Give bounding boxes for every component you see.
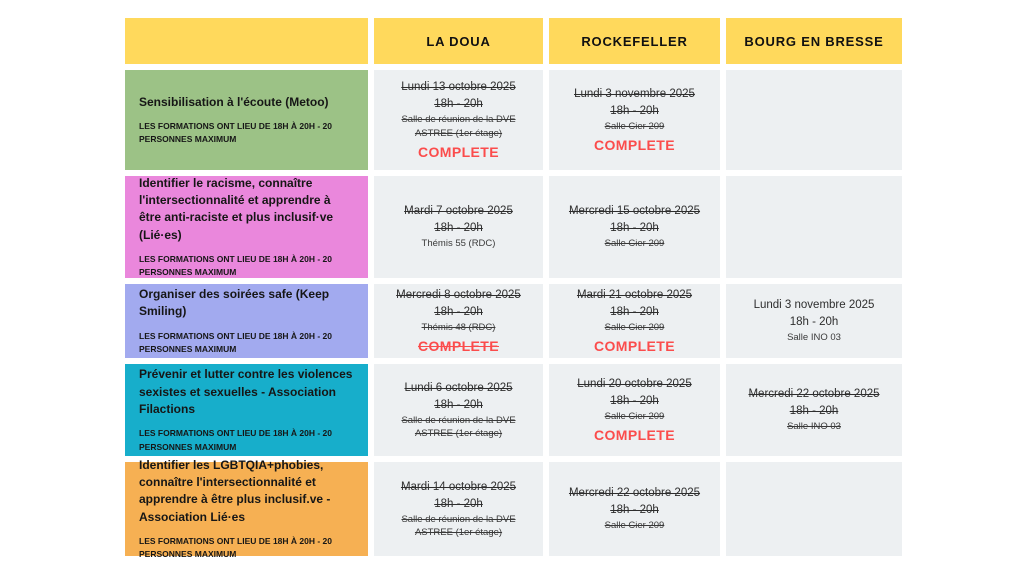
- topic-title: Prévenir et lutter contre les violences sexistes et sexuelles - Association Filactions: [139, 367, 353, 417]
- session-date: Lundi 3 novembre 2025: [753, 299, 875, 312]
- session-cell-bourg-en-bresse-empty: [726, 176, 902, 278]
- session-room: Thémis 48 (RDC): [421, 321, 496, 333]
- session-time: 18h - 20h: [789, 405, 839, 418]
- topic-cell-soirees-safe: [125, 284, 368, 358]
- topic-cell-ecoute-metoo: [125, 70, 368, 170]
- session-room: Salle INO 03: [787, 421, 841, 433]
- session-time: 18h - 20h: [434, 98, 483, 110]
- complete-badge: COMPLETE: [594, 427, 675, 444]
- session-date: Lundi 20 octobre 2025: [577, 377, 692, 390]
- session-room: Salle Cier 209: [604, 520, 665, 532]
- session-cell-la-doua: [374, 176, 543, 278]
- session-date: Mardi 21 octobre 2025: [576, 288, 693, 301]
- session-cell-rockefeller: [549, 284, 720, 358]
- topic-title: Organiser des soirées safe (Keep Smiling): [139, 286, 330, 319]
- session-cell-la-doua: [374, 462, 543, 556]
- session-date: Mardi 7 octobre 2025: [404, 205, 513, 218]
- formations-schedule-table: [125, 18, 902, 560]
- topic-note: LES FORMATIONS ONT LIEU DE 18H À 20H - 20 PERSONNES MAXIMUM: [139, 536, 333, 560]
- session-date: Lundi 3 novembre 2025: [574, 87, 695, 100]
- complete-badge: COMPLETE: [418, 338, 499, 355]
- session-room: ASTREE (1er étage): [414, 428, 503, 439]
- session-cell-bourg-en-bresse: [726, 284, 902, 358]
- session-time: 18h - 20h: [434, 497, 483, 510]
- session-date: Mardi 14 octobre 2025: [400, 480, 517, 493]
- topic-cell-violences-sexistes: [125, 364, 368, 456]
- session-time: 18h - 20h: [610, 305, 659, 318]
- session-time: 18h - 20h: [434, 222, 483, 235]
- session-date: Mercredi 22 octobre 2025: [748, 388, 880, 401]
- session-date: Lundi 13 octobre 2025: [401, 81, 516, 93]
- session-cell-rockefeller: [549, 462, 720, 556]
- topic-note: LES FORMATIONS ONT LIEU DE 18H À 20H - 20 PERSONNES MAXIMUM: [139, 428, 333, 452]
- session-room: ASTREE (1er étage): [414, 127, 503, 139]
- header-corner-cell: [125, 18, 368, 64]
- header-la-doua: LA DOUA: [374, 18, 543, 64]
- session-room: Thémis 55 (RDC): [421, 238, 496, 250]
- topic-note: LES FORMATIONS ONT LIEU DE 18H À 20H - 20 PERSONNES MAXIMUM: [139, 254, 333, 278]
- session-time: 18h - 20h: [610, 504, 659, 517]
- session-cell-rockefeller: [549, 70, 720, 170]
- topic-title: Sensibilisation à l'écoute (Metoo): [139, 94, 329, 109]
- session-room: Salle Cier 209: [604, 238, 665, 250]
- session-room: Salle de réunion de la DVE: [401, 114, 516, 125]
- session-cell-rockefeller: [549, 176, 720, 278]
- session-time: 18h - 20h: [434, 305, 483, 318]
- session-date: Lundi 6 octobre 2025: [404, 381, 513, 394]
- session-room: Salle Cier 209: [604, 120, 665, 132]
- session-cell-bourg-en-bresse-empty: [726, 70, 902, 170]
- session-cell-la-doua: [374, 284, 543, 358]
- session-time: 18h - 20h: [610, 104, 659, 117]
- header-bourg-en-bresse: BOURG EN BRESSE: [726, 18, 902, 64]
- session-cell-la-doua: [374, 70, 543, 170]
- complete-badge: COMPLETE: [418, 144, 499, 160]
- topic-cell-lgbtqia: [125, 457, 368, 560]
- session-cell-bourg-en-bresse: [726, 364, 902, 456]
- session-room: Salle INO 03: [787, 332, 841, 344]
- session-time: 18h - 20h: [434, 398, 483, 411]
- session-time: 18h - 20h: [789, 316, 839, 329]
- session-cell-la-doua: [374, 364, 543, 456]
- session-cell-rockefeller: [549, 364, 720, 456]
- session-date: Mercredi 15 octobre 2025: [568, 205, 701, 218]
- session-date: Mercredi 8 octobre 2025: [396, 288, 521, 301]
- session-date: Mercredi 22 octobre 2025: [568, 487, 701, 500]
- topic-note: LES FORMATIONS ONT LIEU DE 18H À 20H - 20 PERSONNES MAXIMUM: [139, 330, 333, 354]
- session-time: 18h - 20h: [610, 394, 659, 407]
- complete-badge: COMPLETE: [594, 338, 675, 355]
- topic-note: LES FORMATIONS ONT LIEU DE 18H À 20H - 20 PERSONNES MAXIMUM: [139, 121, 333, 145]
- topic-title: Identifier le racisme, connaître l'intersectionnalité et apprendre à être anti-raciste et plus inclusif·ve (Lié·es): [139, 175, 334, 242]
- complete-badge: COMPLETE: [594, 137, 675, 154]
- session-room: Salle de réunion de la DVE: [401, 513, 516, 525]
- session-time: 18h - 20h: [610, 222, 659, 235]
- session-room: ASTREE (1er étage): [414, 527, 503, 538]
- session-room: Salle de réunion de la DVE: [401, 414, 516, 426]
- topic-title: Identifier les LGBTQIA+phobies, connaître l'intersectionnalité et apprendre à être plus inclusif.ve - Association Lié·es: [139, 457, 331, 524]
- header-rockefeller: ROCKEFELLER: [549, 18, 720, 64]
- session-room: Salle Cier 209: [604, 410, 665, 422]
- session-room: Salle Cier 209: [604, 321, 665, 333]
- topic-cell-antiracisme: [125, 176, 368, 278]
- session-cell-bourg-en-bresse-empty: [726, 462, 902, 556]
